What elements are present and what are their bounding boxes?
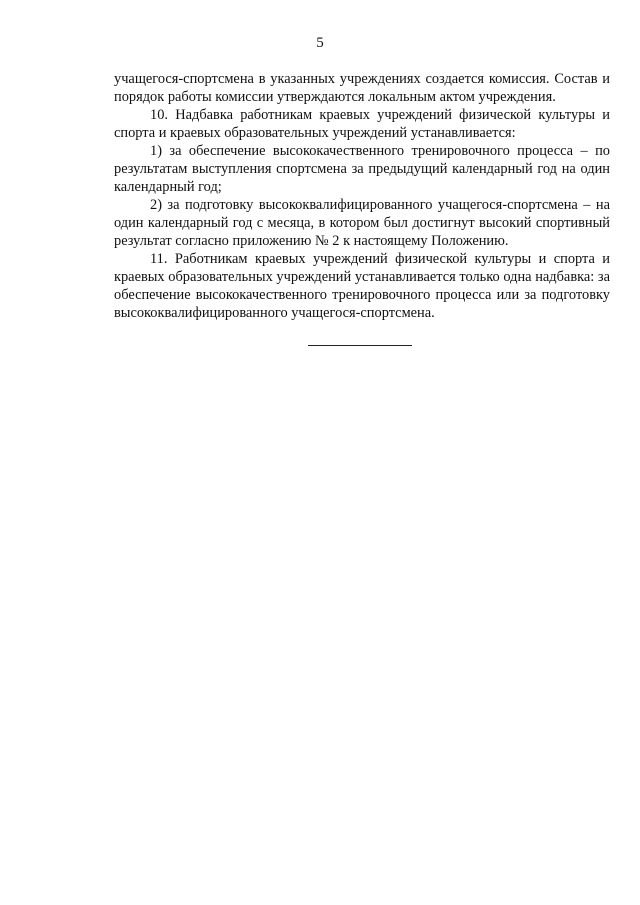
paragraph-item-11: 11. Работникам краевых учреждений физической культуры и спорта и краевых образовательных учреждений устанавливается только одна надбавка: за обеспечение высококачественного тренировочного процесса или за подготовку высококвалифицированного учащегося-спортсмена. (114, 251, 610, 321)
paragraph-continuation: учащегося-спортсмена в указанных учреждениях создается комиссия. Состав и порядок работы комиссии утверждаются локальным актом учреждения. (114, 71, 610, 105)
paragraph-subitem-2: 2) за подготовку высококвалифицированного учащегося-спортсмена – на один календарный год с месяца, в котором был достигнут высокий спортивный результат согласно приложению № 2 к настоящему Положению. (114, 197, 610, 249)
paragraph-item-10: 10. Надбавка работникам краевых учреждений физической культуры и спорта и краевых образовательных учреждений устанавливается: (114, 107, 610, 141)
end-divider-line (308, 345, 412, 346)
page-number: 5 (316, 35, 324, 51)
paragraph-subitem-1: 1) за обеспечение высококачественного тренировочного процесса – по результатам выступления спортсмена за предыдущий календарный год на один календарный год; (114, 143, 610, 195)
document-body (114, 70, 610, 322)
